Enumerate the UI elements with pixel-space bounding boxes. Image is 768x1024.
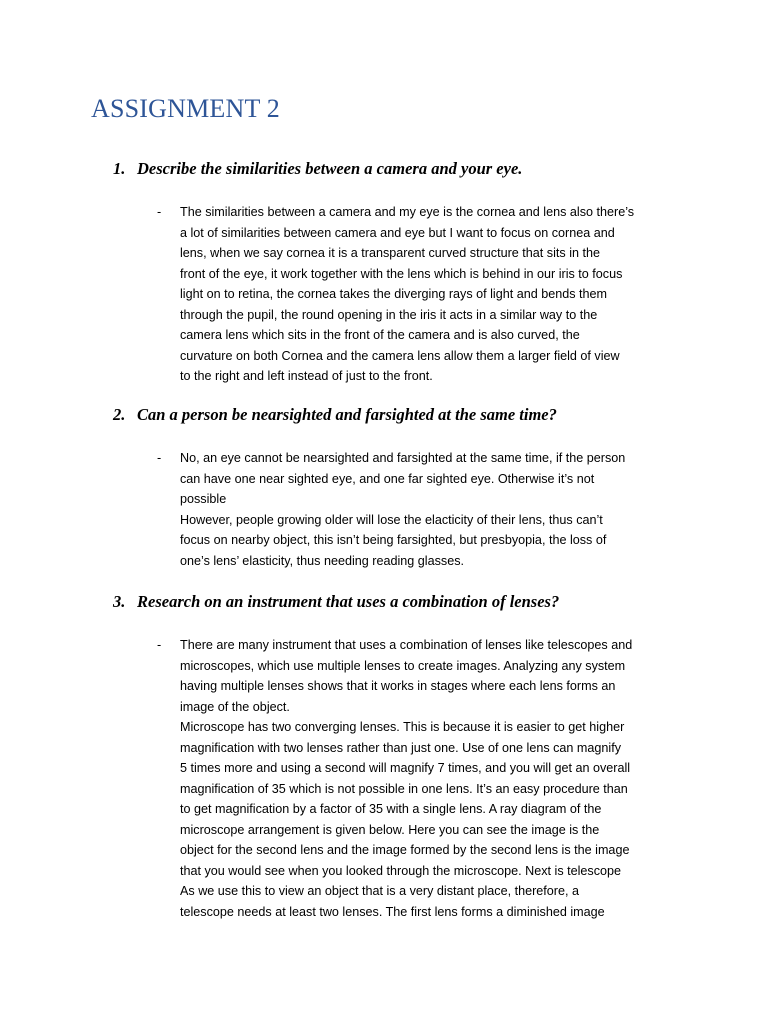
answer-line: However, people growing older will lose the elacticity of their lens, thus can’t bbox=[180, 512, 603, 527]
answer-line: through the pupil, the round opening in the iris it acts in a similar way to the bbox=[180, 307, 598, 322]
answer-line: camera lens which sits in the front of the camera and is also curved, the bbox=[180, 328, 580, 342]
answer-line: a lot of similarities between camera and eye but I want to focus on cornea and bbox=[180, 225, 615, 240]
question-text: Can a person be nearsighted and farsighted at the same time? bbox=[137, 405, 557, 424]
bullet-dash: - bbox=[157, 451, 162, 465]
answer-line: telescope needs at least two lenses. The first lens forms a diminished image bbox=[180, 904, 605, 919]
answer-line: that you would see when you looked through the microscope. Next is telescope bbox=[180, 863, 622, 878]
answer-line: 5 times more and using a second will magnify 7 times, and you will get an overall bbox=[180, 761, 631, 775]
question-number: 2. bbox=[113, 405, 126, 424]
answer-3 bbox=[180, 635, 690, 922]
answer-line: magnification with two lenses rather than just one. Use of one lens can magnify bbox=[180, 740, 622, 755]
question-number: 1. bbox=[113, 159, 126, 178]
question-2 bbox=[113, 405, 557, 425]
answer-line: one’s lens’ elasticity, thus needing reading glasses. bbox=[180, 553, 464, 568]
answer-line: As we use this to view an object that is a very distant place, therefore, a bbox=[180, 884, 580, 898]
answer-line: possible bbox=[180, 492, 227, 506]
answer-2 bbox=[180, 448, 690, 571]
page-title: ASSIGNMENT 2 bbox=[91, 94, 280, 123]
answer-line: No, an eye cannot be nearsighted and farsighted at the same time, if the person bbox=[180, 451, 626, 465]
bullet-dash: - bbox=[157, 205, 162, 219]
question-3 bbox=[113, 592, 559, 612]
answer-line: image of the object. bbox=[180, 699, 290, 714]
answer-line: magnification of 35 which is not possible in one lens. It’s an easy procedure than bbox=[180, 781, 628, 796]
question-text: Describe the similarities between a camera and your eye. bbox=[137, 159, 523, 178]
answer-line: curvature on both Cornea and the camera lens allow them a larger field of view bbox=[180, 348, 620, 363]
answer-line: object for the second lens and the image formed by the second lens is the image bbox=[180, 843, 630, 857]
answer-line: microscope arrangement is given below. Here you can see the image is the bbox=[180, 822, 600, 837]
answer-line: having multiple lenses shows that it works in stages where each lens forms an bbox=[180, 679, 616, 693]
question-number: 3. bbox=[113, 592, 126, 611]
answer-line: can have one near sighted eye, and one far sighted eye. Otherwise it’s not bbox=[180, 471, 595, 486]
answer-line: to get magnification by a factor of 35 with a single lens. A ray diagram of the bbox=[180, 802, 602, 816]
answer-1 bbox=[180, 202, 690, 387]
question-1 bbox=[113, 159, 522, 179]
answer-line: lens, when we say cornea it is a transparent curved structure that sits in the bbox=[180, 246, 600, 260]
bullet-dash: - bbox=[157, 638, 162, 652]
answer-line: There are many instrument that uses a combination of lenses like telescopes and bbox=[180, 638, 633, 652]
answer-line: Microscope has two converging lenses. This is because it is easier to get higher bbox=[180, 720, 625, 734]
question-text: Research on an instrument that uses a combination of lenses? bbox=[137, 592, 560, 611]
answer-line: light on to retina, the cornea takes the diverging rays of light and bends them bbox=[180, 287, 608, 301]
answer-line: microscopes, which use multiple lenses to create images. Analyzing any system bbox=[180, 658, 626, 673]
answer-line: to the right and left instead of just to the front. bbox=[180, 369, 433, 383]
answer-line: The similarities between a camera and my eye is the cornea and lens also there’s bbox=[180, 205, 635, 219]
answer-line: front of the eye, it work together with the lens which is behind in our iris to focus bbox=[180, 266, 623, 281]
answer-line: focus on nearby object, this isn’t being farsighted, but presbyopia, the loss of bbox=[180, 533, 607, 547]
